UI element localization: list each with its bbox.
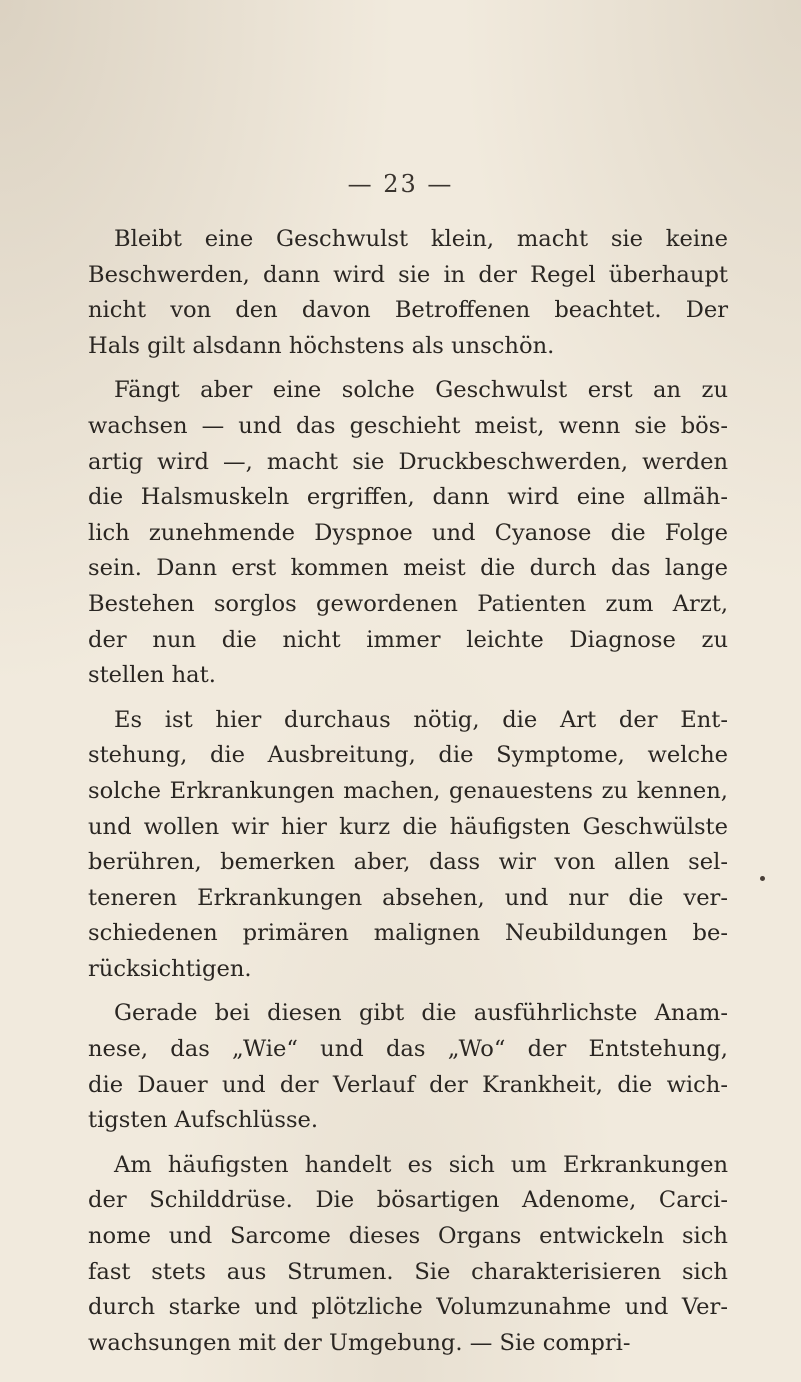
- text-line: Fängt aber eine solche Geschwulst erst an zu: [114, 377, 728, 404]
- paragraph-4: [88, 996, 728, 1138]
- text-line: Hals gilt alsdann höchstens als unschön.: [88, 332, 555, 359]
- text-line: berühren, bemerken aber, dass wir von allen sel-: [88, 849, 728, 876]
- text-line: Gerade bei diesen gibt die ausführlichste Anam-: [114, 1000, 728, 1027]
- text-line: sein. Dann erst kommen meist die durch das lange: [88, 555, 728, 582]
- text-line: durch starke und plötzliche Volumzunahme und Ver-: [88, 1294, 728, 1321]
- paragraph-gap: [88, 364, 728, 373]
- text-line: und wollen wir hier kurz die häufigsten Geschwülste: [88, 813, 728, 840]
- paragraph-gap: [88, 1139, 728, 1148]
- text-line: fast stets aus Strumen. Sie charakterisieren sich: [88, 1258, 728, 1285]
- text-line: der Schilddrüse. Die bösartigen Adenome, Carci-: [88, 1187, 728, 1214]
- text-line: Beschwerden, dann wird sie in der Regel überhaupt: [88, 261, 728, 288]
- text-line: rücksichtigen.: [88, 955, 252, 982]
- body-text: [88, 222, 728, 1361]
- text-line: teneren Erkrankungen absehen, und nur die ver-: [88, 884, 728, 911]
- margin-ink-dot: [760, 876, 765, 881]
- text-line: Am häufigsten handelt es sich um Erkrankungen: [114, 1151, 728, 1178]
- text-line: tigsten Aufschlüsse.: [88, 1107, 319, 1134]
- text-line: die Dauer und der Verlauf der Krankheit, die wich-: [88, 1071, 728, 1098]
- text-line: die Halsmuskeln ergriffen, dann wird eine allmäh-: [88, 484, 728, 511]
- text-line: stehung, die Ausbreitung, die Symptome, welche: [88, 742, 728, 769]
- text-line: nicht von den davon Betroffenen beachtet. Der: [88, 297, 728, 324]
- text-line: der nun die nicht immer leichte Diagnose zu: [88, 626, 728, 653]
- paragraph-1: [88, 222, 728, 364]
- paragraph-3: [88, 703, 728, 988]
- text-line: nese, das „Wie“ und das „Wo“ der Entstehung,: [88, 1036, 728, 1063]
- text-line: Es ist hier durchaus nötig, die Art der Ent-: [114, 706, 728, 733]
- text-line: solche Erkrankungen machen, genauestens zu kennen,: [88, 777, 728, 804]
- paragraph-5: [88, 1148, 728, 1362]
- text-line: Bleibt eine Geschwulst klein, macht sie keine: [114, 226, 728, 252]
- paragraph-gap: [88, 987, 728, 996]
- text-line: nome und Sarcome dieses Organs entwickeln sich: [88, 1223, 728, 1250]
- text-line: lich zunehmende Dyspnoe und Cyanose die Folge: [88, 519, 728, 546]
- paragraph-gap: [88, 694, 728, 703]
- page-number: — 23 —: [347, 170, 454, 198]
- text-line: wachsen — und das geschieht meist, wenn sie bös-: [88, 412, 728, 439]
- text-line: stellen hat.: [88, 662, 216, 689]
- text-line: schiedenen primären malignen Neubildungen be-: [88, 920, 728, 947]
- text-line: wachsungen mit der Umgebung. — Sie compri-: [88, 1329, 631, 1356]
- paragraph-2: [88, 373, 728, 693]
- text-line: artig wird —, macht sie Druckbeschwerden, werden: [88, 448, 728, 475]
- text-line: Bestehen sorglos gewordenen Patienten zum Arzt,: [88, 590, 728, 617]
